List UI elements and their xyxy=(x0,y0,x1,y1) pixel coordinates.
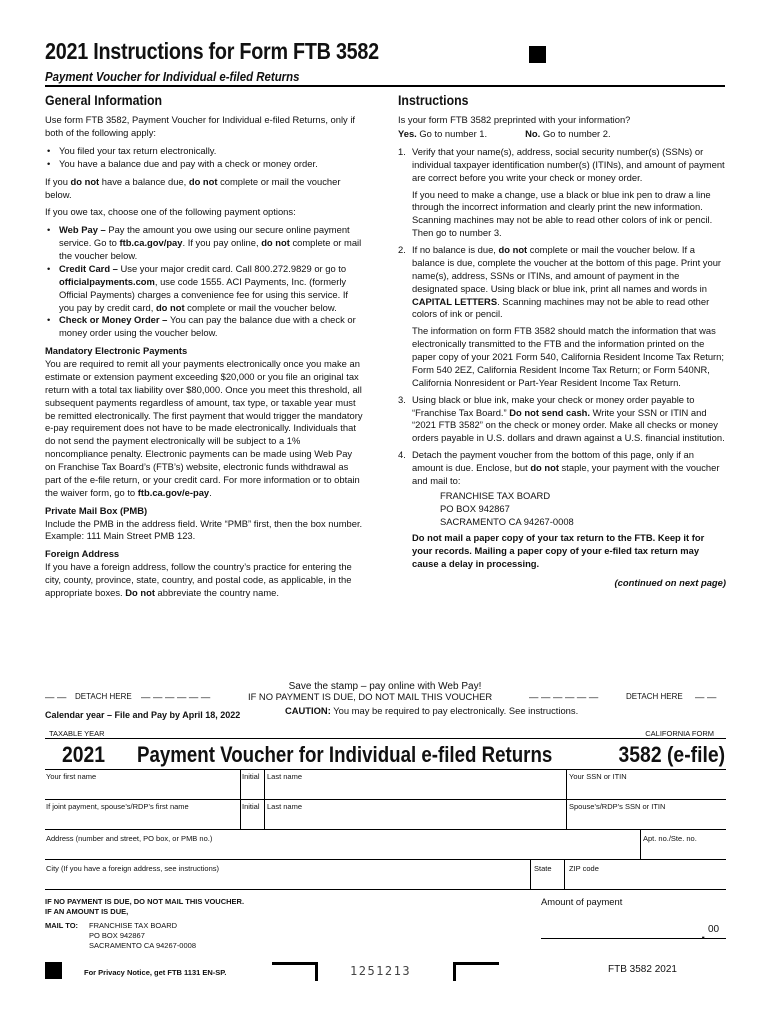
condition-item: • You filed your tax return electronically. xyxy=(45,145,363,158)
scan-bracket-left xyxy=(272,962,318,981)
calendar-year-notice: Calendar year – File and Pay by April 18, 2022 xyxy=(45,710,241,720)
spouse-ssn-field[interactable]: Spouse’s/RDP’s SSN or ITIN xyxy=(569,802,666,811)
address-field[interactable]: Address (number and street, PO box, or PMB no.) xyxy=(46,834,213,843)
step-3: 3. Using black or blue ink, make your check or money order payable to “Franchise Tax Board.” Do not send cash. Write your SSN or ITIN and “2021 FTB 3582” on the check or money order. Make all checks or money orders payable in U.S. dollars and drawn against a U.S. financial institution. xyxy=(398,393,725,444)
grid-divider xyxy=(530,859,531,889)
scan-bracket-right xyxy=(453,962,499,981)
caution-notice: CAUTION: You may be required to pay electronically. See instructions. xyxy=(285,705,579,716)
official-payments-link[interactable]: officialpayments.com xyxy=(59,275,155,287)
barcode-number: 1251213 xyxy=(350,964,412,978)
footer-form-id: FTB 3582 2021 xyxy=(608,964,677,975)
amount-decimal: . xyxy=(701,926,706,943)
state-field[interactable]: State xyxy=(534,864,552,873)
grid-rule xyxy=(45,799,726,800)
grid-divider xyxy=(566,769,567,829)
detach-here-left: DETACH HERE xyxy=(75,692,132,701)
step-2: 2. If no balance is due, do not complete or mail the voucher below. If a balance is due, complete the voucher at the bottom of this page. Print your name(s), address, SSNs or ITINs, and amount of payment in the designated space. Using black or blue ink, print all names and words in CAPITAL LETTERS. Scanning machines may not be able to read other colors of ink or pencil. The information on form FTB 3582 should match the information that was electronically transmitted to the FTB and the information printed on the paper copy of your 2021 Form 540, California Resident Income Tax Return; Form 540 2EZ, California Resident Income Tax Return; or Form 540NR, California Nonresident or Part-Year Resident Income Tax Return. xyxy=(398,244,724,388)
amount-field[interactable] xyxy=(541,938,726,939)
continued-note: (continued on next page) xyxy=(614,577,726,589)
grid-rule xyxy=(45,889,726,890)
mandatory-text: You are required to remit all your payments electronically once you make an estimate or extension payment exceeding $20,000 or you file an original tax return with a total tax liability over $80,000. Once you meet this threshold, all subsequent payments regardless of amount, tax type, or taxable year must be remitted electronically. The first payment that would trigger the mandatory e-pay requirement does not have to be made electronically. Individuals that do not send the payment electronically will be subject to a 1% noncompliance penalty. Electronic payments can be made using Web Pay on Franchise Tax Board’s (FTB’s) website, electronic funds withdrawal as part of the e-file return, or your credit card. For more information or to obtain the waiver form, go to ftb.ca.gov/e-pay. xyxy=(45,358,363,498)
pmb-text: Include the PMB in the address field. Write “PMB” first, then the box number. Example: 111 Main Street PMB 123. xyxy=(45,517,363,542)
privacy-notice: For Privacy Notice, get FTB 1131 EN-SP. xyxy=(84,968,227,977)
payment-option-check: • Check or Money Order – You can pay the balance due with a check or money order using the voucher below. xyxy=(45,314,363,340)
grid-rule xyxy=(45,769,726,770)
mail-to-block: MAIL TO: FRANCHISE TAX BOARD PO BOX 942867 SACRAMENTO CA 94267-0008 xyxy=(45,921,196,951)
paper-copy-warning: Do not mail a paper copy of your tax return to the FTB. Keep it for your records. Mailing a paper copy of your e-filed tax return may cause a delay in processing. xyxy=(412,532,705,570)
general-information-heading: General Information xyxy=(45,92,163,108)
foreign-text: If you have a foreign address, follow the country’s practice for entering the city, county, province, state, country, and postal code, as applicable, in the appropriate boxes. Do not abbreviate the country name. xyxy=(45,561,352,598)
conditions-list xyxy=(45,145,363,171)
grid-rule xyxy=(45,859,726,860)
e-pay-link[interactable]: ftb.ca.gov/e-pay xyxy=(137,486,210,498)
yes-no-line: Yes. Go to number 1. No. Go to number 2. xyxy=(398,128,611,140)
payment-option-credit-card: • Credit Card – Use your major credit card. Call 800.272.9829 or go to officialpayments.com, use code 1555. ACI Payments, Inc. (formerly Official Payments) charges a convenience fee for using this service. If you pay by credit card, do not complete or mail the voucher below. xyxy=(45,263,363,315)
grid-divider xyxy=(564,859,565,889)
taxable-year-label: TAXABLE YEAR xyxy=(49,729,105,738)
no-balance-note: If you do not have a balance due, do not complete or mail the voucher below. xyxy=(45,175,341,200)
mandatory-heading: Mandatory Electronic Payments xyxy=(45,345,188,357)
amount-cents: 00 xyxy=(708,924,720,935)
stamp-message: Save the stamp – pay online with Web Pay! xyxy=(288,681,482,692)
grid-divider xyxy=(264,769,265,829)
payment-option-web-pay: • Web Pay – Pay the amount you owe using our secure online payment service. Go to ftb.ca.gov/pay. If you pay online, do not complete or mail the voucher below. xyxy=(45,224,363,263)
payment-options-list xyxy=(45,224,363,340)
voucher-title: Payment Voucher for Individual e-filed Returns xyxy=(137,742,553,767)
grid-rule xyxy=(45,829,726,830)
foreign-heading: Foreign Address xyxy=(45,548,120,560)
pmb-heading: Private Mail Box (PMB) xyxy=(45,504,148,516)
header-rule xyxy=(45,85,725,87)
no-mail-notice: IF NO PAYMENT IS DUE, DO NOT MAIL THIS VOUCHER xyxy=(248,691,493,702)
grid-divider xyxy=(240,769,241,829)
last-name-field[interactable]: Last name xyxy=(267,772,303,781)
voucher-form-number: 3582 (e-file) xyxy=(618,742,725,767)
owe-intro: If you owe tax, choose one of the following payment options: xyxy=(45,206,296,218)
document-subtitle: Payment Voucher for Individual e-filed Returns xyxy=(45,69,300,84)
california-form-label: CALIFORNIA FORM xyxy=(645,729,714,738)
preprinted-question: Is your form FTB 3582 preprinted with your information? xyxy=(398,114,631,126)
steps-list xyxy=(398,146,726,590)
instructions-heading: Instructions xyxy=(398,92,469,108)
spouse-initial-field[interactable]: Initial xyxy=(242,802,260,811)
general-intro: Use form FTB 3582, Payment Voucher for Individual e-filed Returns, only if both of the following apply: xyxy=(45,114,356,139)
instructions-section xyxy=(398,91,726,594)
spouse-first-name-field[interactable]: If joint payment, spouse’s/RDP’s first name xyxy=(46,802,189,811)
step-4: 4. Detach the payment voucher from the bottom of this page, only if an amount is due. Enclose, but do not staple, your payment with the voucher and mail to: FRANCHISE TAX BOARD PO BOX 942867 SACRAMENTO CA 94267-0008 Do not mail a paper copy of your tax return to the FTB. Keep it for your records. Mailing a paper copy of your e-filed tax return may cause a delay in processing. (continued on next page) xyxy=(398,449,726,589)
first-name-field[interactable]: Your first name xyxy=(46,772,97,781)
spouse-last-name-field[interactable]: Last name xyxy=(267,802,303,811)
registration-mark xyxy=(45,962,62,979)
apt-field[interactable]: Apt. no./Ste. no. xyxy=(643,834,697,843)
voucher-year: 2021 xyxy=(62,742,106,767)
document-title: 2021 Instructions for Form FTB 3582 xyxy=(45,38,379,64)
city-field[interactable]: City (If you have a foreign address, see instructions) xyxy=(46,864,219,873)
general-information-section xyxy=(45,91,363,605)
no-payment-notice: IF NO PAYMENT IS DUE, DO NOT MAIL THIS VOUCHER. IF AN AMOUNT IS DUE, xyxy=(45,897,245,917)
voucher-top-rule xyxy=(45,738,726,739)
grid-divider xyxy=(640,829,641,859)
zip-field[interactable]: ZIP code xyxy=(569,864,599,873)
amount-label: Amount of payment xyxy=(541,896,623,907)
registration-mark xyxy=(529,46,546,63)
mailing-address: FRANCHISE TAX BOARD PO BOX 942867 SACRAMENTO CA 94267-0008 xyxy=(440,489,574,527)
detach-here-right: DETACH HERE xyxy=(626,692,683,701)
web-pay-link[interactable]: ftb.ca.gov/pay xyxy=(119,237,183,249)
condition-item: • You have a balance due and pay with a check or money order. xyxy=(45,158,363,171)
initial-field[interactable]: Initial xyxy=(242,772,260,781)
step-1: 1. Verify that your name(s), address, social security number(s) (SSNs) or individual taxpayer identification number(s) (ITINs), and amount of payment are correct before you write your check or money order. If you need to make a change, use a black or blue ink pen to draw a line through the incorrect information and clearly print the new information. Scanning machines may not be able to read other colors of ink or pencil. Then go to number 3. xyxy=(398,145,725,239)
ssn-field[interactable]: Your SSN or ITIN xyxy=(569,772,627,781)
